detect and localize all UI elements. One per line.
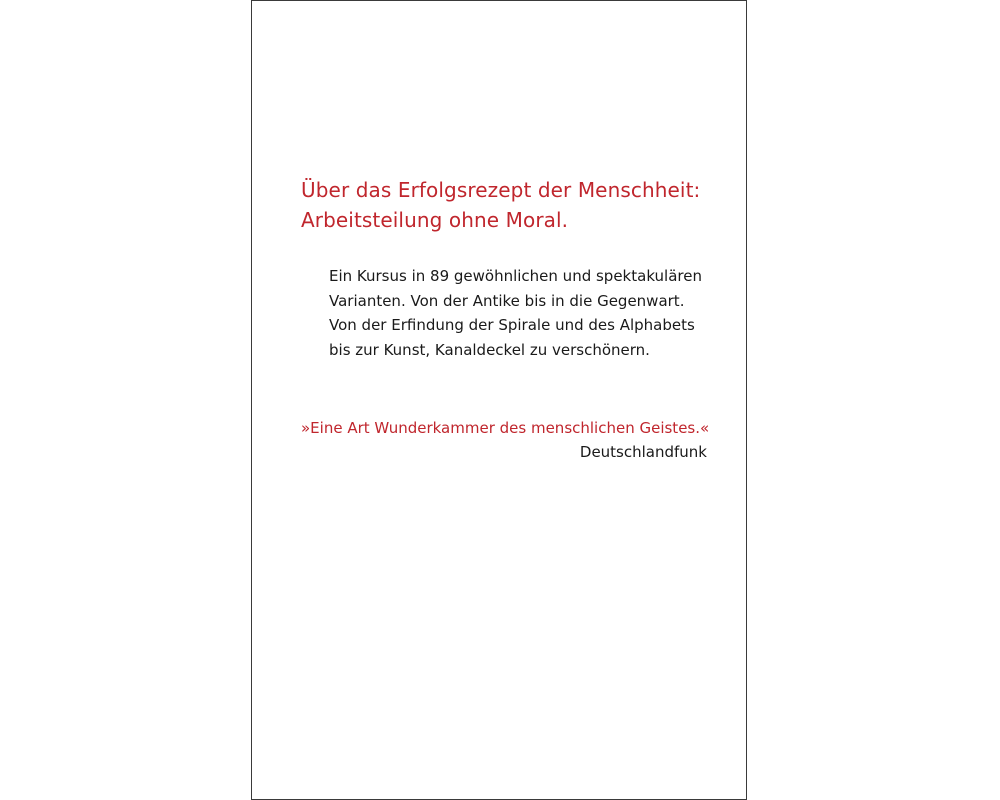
press-quote: »Eine Art Wunderkammer des menschlichen Geistes.«	[301, 419, 710, 437]
description-line: Varianten. Von der Antike bis in die Gegenwart.	[329, 291, 685, 310]
description-line: Von der Erfindung der Spirale und des Alphabets	[329, 316, 695, 334]
description-line: bis zur Kunst, Kanaldeckel zu verschönern.	[329, 340, 650, 359]
headline-line: Über das Erfolgsrezept der Menschheit:	[301, 178, 701, 202]
quote-source: Deutschlandfunk	[579, 443, 707, 461]
description-line: Ein Kursus in 89 gewöhnlichen und spektakulären	[329, 267, 702, 285]
headline	[301, 175, 731, 235]
headline-line: Arbeitsteilung ohne Moral.	[301, 208, 569, 232]
book-back-cover	[251, 0, 747, 800]
description-text	[329, 264, 729, 362]
